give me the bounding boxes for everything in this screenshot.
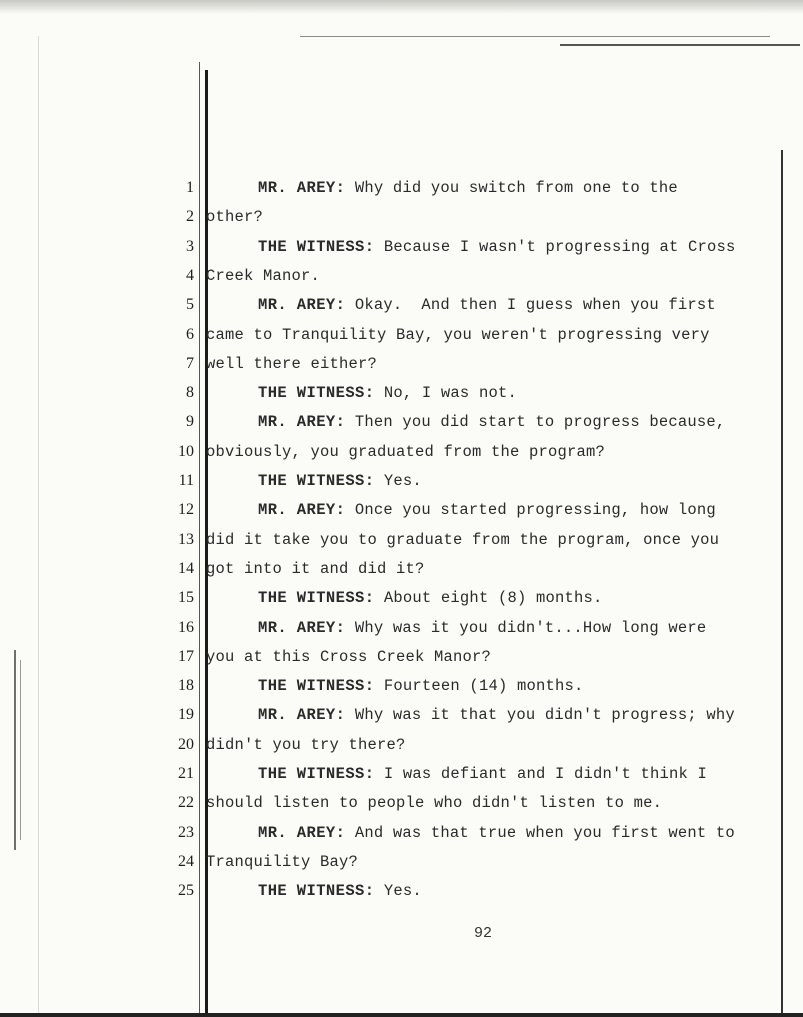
line-text (258, 378, 517, 408)
transcript-line (150, 818, 790, 848)
line-body: And was that true when you first went to (345, 823, 735, 842)
line-number: 16 (178, 618, 194, 636)
line-body: I was defiant and I didn't think I (374, 765, 707, 783)
margin-mark (14, 650, 16, 850)
line-number: 20 (178, 735, 194, 753)
line-number: 22 (178, 794, 194, 812)
line-body: Tranquility Bay? (206, 852, 359, 871)
speaker-label: THE WITNESS: (258, 589, 375, 608)
line-number: 15 (178, 589, 194, 607)
line-number: 19 (178, 706, 194, 724)
line-number: 4 (186, 266, 194, 284)
line-text (258, 290, 716, 320)
line-number: 5 (186, 296, 194, 314)
line-body: About eight (8) months. (374, 589, 603, 608)
line-text (206, 525, 719, 555)
line-number: 9 (186, 413, 194, 431)
line-number: 2 (186, 208, 194, 226)
line-number: 10 (178, 442, 194, 460)
line-body: should listen to people who didn't listen to me. (206, 794, 663, 813)
line-body: Once you started progressing, how long (345, 501, 716, 520)
transcript-line (150, 378, 790, 408)
line-text (258, 671, 583, 701)
line-number: 8 (186, 384, 194, 402)
line-body: came to Tranquility Bay, you weren't progressing very (206, 325, 710, 344)
line-text (206, 320, 710, 350)
line-number: 25 (178, 882, 194, 900)
line-body: Creek Manor. (206, 266, 321, 285)
transcript-line (150, 642, 790, 672)
transcript-line (150, 876, 790, 906)
line-number: 12 (178, 501, 194, 519)
line-body: obviously, you graduated from the program? (206, 442, 606, 461)
line-body: got into it and did it? (206, 559, 425, 578)
transcript-line (150, 407, 790, 437)
line-text (206, 437, 605, 467)
transcript-line (150, 788, 790, 818)
line-body: Why did you switch from one to the (345, 179, 678, 197)
line-number: 1 (186, 179, 194, 196)
line-number: 7 (186, 354, 194, 372)
speaker-label: THE WITNESS: (258, 677, 375, 696)
line-text (258, 232, 735, 262)
line-body: No, I was not. (374, 384, 517, 403)
speaker-label: THE WITNESS: (258, 882, 375, 901)
line-body: well there either? (206, 354, 378, 373)
transcript-line (150, 466, 790, 496)
transcript-line (150, 232, 790, 262)
line-number: 14 (178, 559, 194, 577)
line-text (258, 613, 706, 643)
line-number: 18 (178, 677, 194, 695)
line-text (258, 466, 422, 496)
line-text (258, 495, 716, 525)
speaker-label: MR. AREY: (258, 296, 346, 315)
scan-header-rule-dark (560, 44, 800, 46)
transcript-line (150, 671, 790, 701)
line-body: other? (206, 208, 264, 227)
transcript-line (150, 261, 790, 291)
line-text (258, 818, 735, 848)
line-body: Why was it that you didn't progress; why (345, 706, 735, 725)
line-body: Yes. (374, 882, 422, 901)
speaker-label: THE WITNESS: (258, 472, 375, 490)
speaker-label: MR. AREY: (258, 706, 346, 725)
line-number: 23 (178, 823, 194, 841)
line-text (206, 261, 320, 291)
transcript-line (150, 759, 790, 789)
line-text (206, 349, 377, 379)
line-number: 6 (186, 325, 194, 343)
margin-mark-faint (20, 660, 21, 840)
line-body: did it take you to graduate from the program, once you (206, 530, 720, 549)
transcript-line (150, 847, 790, 877)
scan-fold-line (38, 36, 39, 1016)
transcript-line (150, 554, 790, 584)
line-text (258, 407, 725, 437)
speaker-label: THE WITNESS: (258, 765, 375, 783)
transcript-line (150, 525, 790, 555)
line-number: 17 (178, 647, 194, 665)
line-text (206, 730, 406, 760)
line-text (258, 700, 735, 730)
line-text (206, 642, 491, 672)
transcript-line (150, 320, 790, 350)
line-text (258, 876, 422, 906)
line-number: 13 (178, 530, 194, 548)
line-body: Yes. (374, 472, 422, 490)
transcript-line (150, 583, 790, 613)
transcript-line (150, 349, 790, 379)
speaker-label: MR. AREY: (258, 618, 346, 637)
transcript-line (150, 173, 790, 203)
line-text (258, 583, 602, 613)
line-body: Because I wasn't progressing at Cross (374, 237, 736, 256)
transcript-line (150, 437, 790, 467)
page-bottom-edge (0, 1013, 803, 1017)
line-text (206, 788, 662, 818)
line-body: didn't you try there? (206, 735, 406, 754)
line-body: Okay. And then I guess when you first (345, 296, 716, 315)
line-body: Fourteen (14) months. (374, 677, 584, 696)
line-text (258, 173, 678, 203)
speaker-label: THE WITNESS: (258, 384, 375, 403)
line-text (206, 202, 263, 232)
line-text (206, 847, 358, 877)
line-body: Then you did start to progress because, (345, 413, 726, 432)
transcript-line (150, 290, 790, 320)
line-body: Why was it you didn't...How long were (345, 618, 707, 637)
line-text (206, 554, 425, 584)
transcript-line (150, 613, 790, 643)
line-number: 11 (178, 472, 194, 489)
line-body: you at this Cross Creek Manor? (206, 647, 492, 666)
transcript-line (150, 700, 790, 730)
transcript-line (150, 495, 790, 525)
transcript-line (150, 202, 790, 232)
speaker-label: MR. AREY: (258, 179, 346, 197)
line-text (258, 759, 707, 789)
line-number: 3 (186, 237, 194, 255)
speaker-label: MR. AREY: (258, 501, 346, 520)
scan-top-edge (0, 0, 803, 14)
line-number: 24 (178, 852, 194, 870)
transcript-line (150, 730, 790, 760)
speaker-label: MR. AREY: (258, 823, 346, 842)
page-number: 92 (474, 925, 493, 942)
line-number: 21 (178, 765, 194, 782)
speaker-label: THE WITNESS: (258, 237, 375, 256)
speaker-label: MR. AREY: (258, 413, 346, 432)
scan-header-rule (300, 36, 770, 37)
